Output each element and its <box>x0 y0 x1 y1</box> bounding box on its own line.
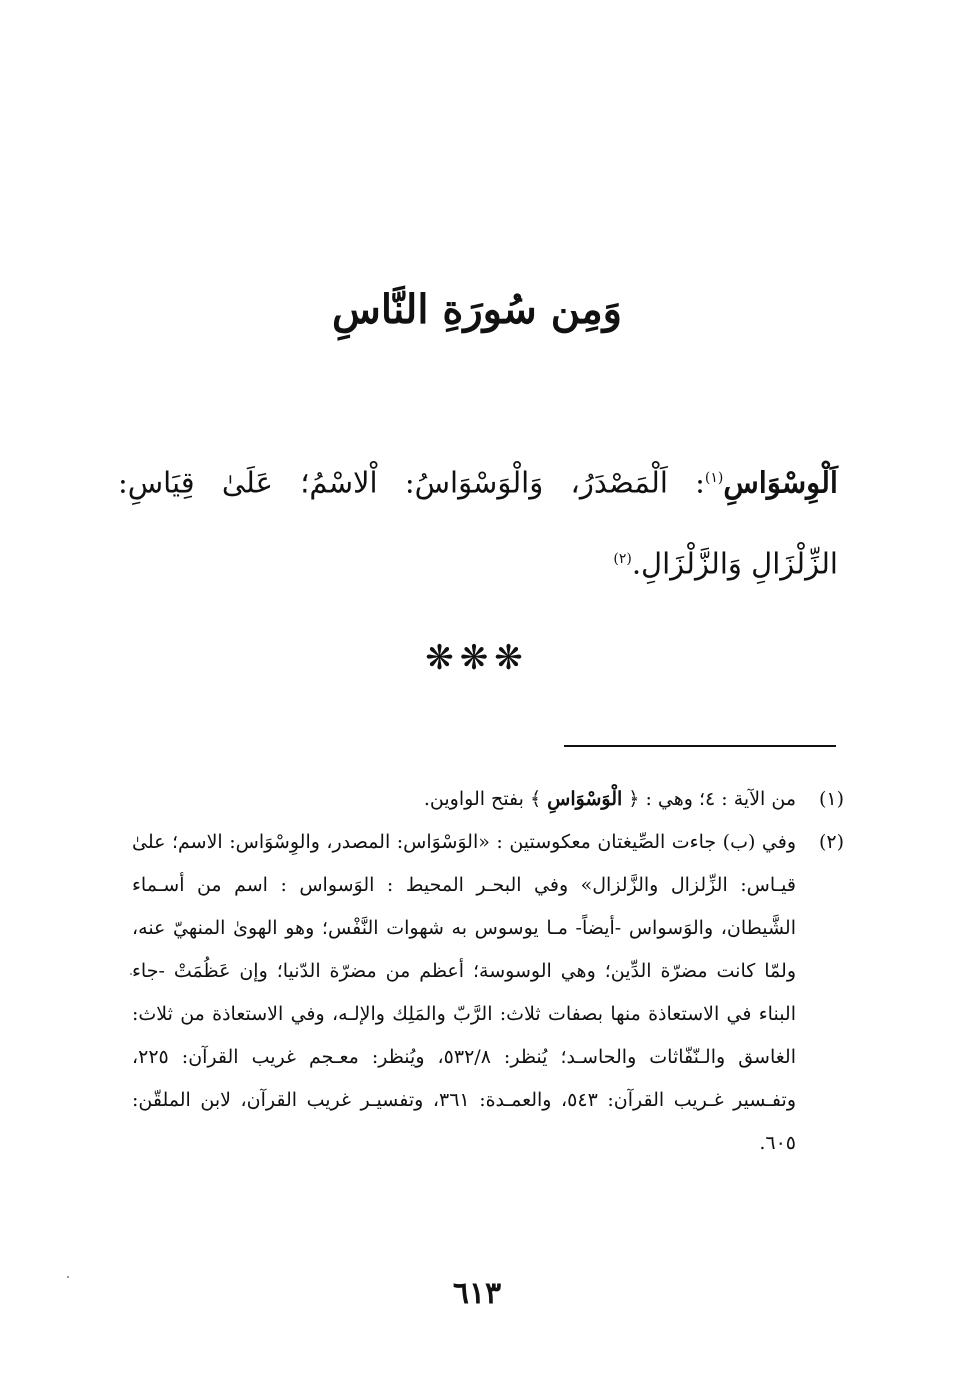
entry-word: اَلْوِسْوَاسِ <box>723 465 838 500</box>
definition-text: : اَلْمَصْدَرُ، وَالْوَسْوَاسُ: اْلاسْمُ؛ عَلَىٰ قِيَاسِ: الزِّلْزَالِ وَالزَّلْزَالِ. <box>118 465 838 581</box>
footnote-1 <box>132 778 844 821</box>
footnote-text: وفي (ب) جاءت الصِّيغتان معكوستين : «الوَسْوَاس: المصدر، والوِسْوَاس: الاسم؛ علىٰ قيـاس: الزِّلزال والزَّلزال» وفي البحـر المحيط : الوَسواس : اسم من أسـماء الشَّيطان، والوَسواس -أيضاً- مـا يوسوس به شهوات النَّفْس؛ وهو الهوىٰ المنهيّ عنه، ولمّا كانت مضرّة الدِّين؛ وهي الوسوسة؛ أعظم من مضرّة الدّنيا؛ وإن عَظُمَتْ -جاء البناء في الاستعاذة منها بصفات ثلاث: الرَّبّ والمَلِك والإلـه، وفي الاستعاذة من ثلاث: الغاسق والـنّفّاثات والحاسـد؛ يُنظر: ٥٣٢/٨، ويُنظر: معـجم غريب القرآن: ٢٢٥، وتفـسير غـريب القرآن: ٥٤٣، والعمـدة: ٣٦١، وتفسيـر غريب القرآن، لابن الملقّن: ٦٠٥. <box>132 831 796 1154</box>
footnote-number: (١) <box>818 788 844 810</box>
section-separator-stars: ❋❋❋ <box>425 638 529 678</box>
footnote-text-before: من الآية : ٤؛ وهي : ﴿ <box>622 788 796 810</box>
scan-speck <box>67 1276 69 1278</box>
footnote-2 <box>132 821 844 1165</box>
page-number: ٦١٣ <box>452 1276 502 1311</box>
footnote-ref-1: (١) <box>704 470 724 486</box>
footnote-text-after: ﴾ بفتح الواوين. <box>423 788 548 810</box>
quran-word: الْوَسْوَاسِ <box>547 788 623 810</box>
footnote-divider <box>564 745 836 747</box>
footnotes-section <box>132 778 844 1165</box>
scan-speck <box>130 973 132 975</box>
footnote-ref-2: (٢) <box>613 550 632 567</box>
main-definition-paragraph <box>118 440 838 601</box>
footnote-text <box>424 788 796 810</box>
surah-heading: وَمِن سُورَةِ النَّاسِ <box>332 286 622 333</box>
footnote-number: (٢) <box>818 831 844 853</box>
